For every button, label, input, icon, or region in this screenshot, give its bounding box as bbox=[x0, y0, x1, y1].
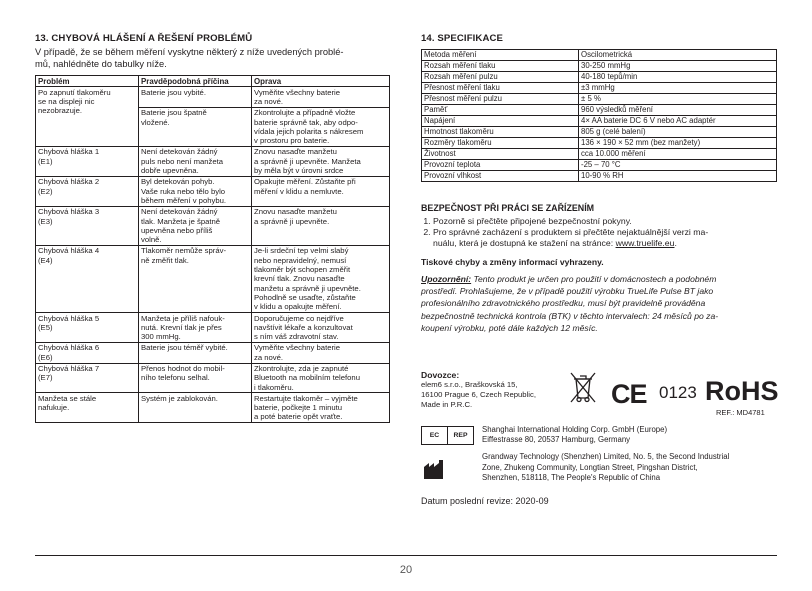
spec-row bbox=[422, 105, 777, 116]
revision-date: Datum poslední revize: 2020-09 bbox=[421, 496, 549, 506]
troubleshooting-table bbox=[35, 75, 390, 423]
fix-cell: Vyměňte všechny baterie za nové. bbox=[252, 87, 390, 108]
distributor-title: Dovozce: bbox=[421, 370, 460, 380]
spec-value: 960 výsledků měření bbox=[579, 105, 777, 116]
fix-cell: Zkontrolujte a případně vložte baterie správně tak, aby odpo- vídala jejich polarita s nákresem v prostoru pro baterie. bbox=[252, 107, 390, 146]
spec-value: 30-250 mmHg bbox=[579, 61, 777, 72]
table-row bbox=[36, 342, 390, 363]
fix-cell: Doporučujeme co nejdříve navštívit lékaře a konzultovat s ním váš zdravotní stav. bbox=[252, 313, 390, 343]
spec-value: 40-180 tepů/min bbox=[579, 72, 777, 83]
spec-key: Provozní vlhkost bbox=[422, 171, 579, 182]
spec-value: cca 10.000 měření bbox=[579, 149, 777, 160]
spec-key: Hmotnost tlakoměru bbox=[422, 127, 579, 138]
spec-key: Rozsah měření pulzu bbox=[422, 72, 579, 83]
table-row bbox=[36, 393, 390, 423]
spec-key: Napájení bbox=[422, 116, 579, 127]
spec-table bbox=[421, 49, 777, 182]
fix-cell: Restartujte tlakoměr – vyjměte baterie, počkejte 1 minutu a poté baterie opět vraťte. bbox=[252, 393, 390, 423]
troubleshooting-intro: V případě, že se během měření vyskytne některý z níže uvedených problé- mů, nahlédněte do tabulky níže. bbox=[35, 47, 344, 69]
spec-row bbox=[422, 138, 777, 149]
spec-key: Přesnost měření tlaku bbox=[422, 83, 579, 94]
problem-cell: Chybová hláška 7 (E7) bbox=[36, 363, 139, 393]
header-problem: Problém bbox=[36, 76, 139, 87]
warning-label: Upozornění: bbox=[421, 274, 472, 284]
troubleshooting-rows bbox=[36, 87, 390, 423]
spec-row bbox=[422, 61, 777, 72]
spec-row bbox=[422, 50, 777, 61]
cause-cell: Manžeta je příliš nafouk- nutá. Krevní tlak je přes 300 mmHg. bbox=[139, 313, 252, 343]
fix-cell: Znovu nasaďte manžetu a správně ji upevněte. bbox=[252, 206, 390, 245]
cause-cell: Tlakoměr nemůže správ- ně změřit tlak. bbox=[139, 245, 252, 312]
spec-row bbox=[422, 149, 777, 160]
header-fix: Oprava bbox=[252, 76, 390, 87]
warning-text: Upozornění: Tento produkt je určen pro použití v domácnostech a podobném prostředí. Prohlašujeme, že v případě použití výrobku TrueLife Pulse BT jako profesionálního zdravotnického prostředku, musí být pravidelně prováděna bezpečnostně technická kontrola (BTK) v těchto intervalech: 24 měsíců po za- koupení výrobku, poté dále každých 12 měsíc. bbox=[421, 274, 719, 333]
notified-body-number: 0123 bbox=[659, 383, 697, 402]
spec-row bbox=[422, 72, 777, 83]
spec-key: Paměť bbox=[422, 105, 579, 116]
page-number: 20 bbox=[399, 564, 413, 576]
fix-cell: Je-li srdeční tep velmi slabý nebo nepravidelný, nemusí tlakoměr být schopen změřit krevní tlak. Znovu nasaďte manžetu a správně ji upevněte. Pohodlně se usaďte, zůstaňte v klidu a opakujte měření. bbox=[252, 245, 390, 312]
spec-value: 136 × 190 × 52 mm (bez manžety) bbox=[579, 138, 777, 149]
spec-title: 14. SPECIFIKACE bbox=[421, 33, 504, 44]
spec-row bbox=[422, 83, 777, 94]
spec-value: -25 – 70 °C bbox=[579, 160, 777, 171]
spec-row bbox=[422, 94, 777, 105]
fix-cell: Opakujte měření. Zůstaňte při měření v klidu a nemluvte. bbox=[252, 176, 390, 206]
problem-cell: Po zapnutí tlakoměru se na displeji nic nezobrazuje. bbox=[36, 87, 139, 147]
table-row bbox=[36, 313, 390, 343]
spec-row bbox=[422, 171, 777, 182]
spec-key: Rozsah měření tlaku bbox=[422, 61, 579, 72]
specs-section bbox=[421, 33, 777, 334]
safety-list bbox=[421, 216, 777, 249]
spec-row bbox=[422, 116, 777, 127]
table-row bbox=[36, 87, 390, 108]
safety-section bbox=[421, 203, 777, 334]
manufacturer-icon bbox=[423, 459, 445, 480]
spec-key: Rozměry tlakoměru bbox=[422, 138, 579, 149]
spec-key: Přesnost měření pulzu bbox=[422, 94, 579, 105]
cause-cell: Byl detekován pohyb. Vaše ruka nebo tělo bylo během měření v pohybu. bbox=[139, 176, 252, 206]
troubleshooting-title: 13. CHYBOVÁ HLÁŠENÍ A ŘEŠENÍ PROBLÉMŮ bbox=[35, 33, 253, 44]
spec-value: 805 g (celé balení) bbox=[579, 127, 777, 138]
spec-key: Životnost bbox=[422, 149, 579, 160]
table-row bbox=[36, 363, 390, 393]
safety-item: 2. Pro správné zacházení s produktem si přečtěte nejaktuálnější verzi ma- nuálu, která je dostupná ke stažení na stránce: www.truelife.eu. bbox=[433, 227, 777, 249]
spec-key: Provozní teplota bbox=[422, 160, 579, 171]
manufacturer-address: Grandway Technology (Shenzhen) Limited, No. 5, the Second Industrial Zone, Zhukeng Community, Longtian Street, Pingshan District, Shenzhen, 518118, The People's Republic of China bbox=[482, 452, 730, 483]
spec-value: 4× AA baterie DC 6 V nebo AC adaptér bbox=[579, 116, 777, 127]
problem-cell: Chybová hláška 1 (E1) bbox=[36, 146, 139, 176]
troubleshooting-section bbox=[35, 33, 390, 423]
fix-cell: Znovu nasaďte manžetu a správně ji upevněte. Manžeta by měla být v úrovni srdce bbox=[252, 146, 390, 176]
ce-mark: CE bbox=[611, 379, 647, 409]
footer-divider bbox=[35, 555, 777, 556]
ec-rep-symbol: EC REP bbox=[421, 426, 474, 445]
spec-value: ±3 mmHg bbox=[579, 83, 777, 94]
errors-reserved: Tiskové chyby a změny informací vyhrazeny. bbox=[421, 257, 604, 267]
reference-number: REF.: MD4781 bbox=[716, 408, 765, 417]
table-header-row bbox=[36, 76, 390, 87]
problem-cell: Chybová hláška 2 (E2) bbox=[36, 176, 139, 206]
table-row bbox=[36, 146, 390, 176]
spec-row bbox=[422, 160, 777, 171]
weee-bin-icon bbox=[568, 371, 598, 404]
cause-cell: Systém je zablokován. bbox=[139, 393, 252, 423]
table-row bbox=[36, 206, 390, 245]
distributor-block: Dovozce: elem6 s.r.o., Braškovská 15, 16100 Prague 6, Czech Republic, Made in P.R.C. bbox=[421, 370, 581, 410]
problem-cell: Manžeta se stále nafukuje. bbox=[36, 393, 139, 423]
header-cause: Pravděpodobná příčina bbox=[139, 76, 252, 87]
cause-cell: Baterie jsou vybité. bbox=[139, 87, 252, 108]
eu-representative-address: Shanghai International Holding Corp. GmbH (Europe) Eiffestrasse 80, 20537 Hamburg, Germany bbox=[482, 425, 668, 444]
problem-cell: Chybová hláška 3 (E3) bbox=[36, 206, 139, 245]
spec-key: Metoda měření bbox=[422, 50, 579, 61]
cause-cell: Přenos hodnot do mobil- ního telefonu selhal. bbox=[139, 363, 252, 393]
cause-cell: Baterie jsou špatně vložené. bbox=[139, 107, 252, 146]
problem-cell: Chybová hláška 5 (E5) bbox=[36, 313, 139, 343]
website-link[interactable]: www.truelife.eu bbox=[615, 238, 675, 248]
spec-row bbox=[422, 127, 777, 138]
problem-cell: Chybová hláška 6 (E6) bbox=[36, 342, 139, 363]
safety-title: BEZPEČNOST PŘI PRÁCI SE ZAŘÍZENÍM bbox=[421, 203, 595, 213]
spec-value: 10-90 % RH bbox=[579, 171, 777, 182]
cause-cell: Baterie jsou téměř vybité. bbox=[139, 342, 252, 363]
table-row bbox=[36, 245, 390, 312]
fix-cell: Vyměňte všechny baterie za nové. bbox=[252, 342, 390, 363]
problem-cell: Chybová hláška 4 (E4) bbox=[36, 245, 139, 312]
fix-cell: Zkontrolujte, zda je zapnuté Bluetooth na mobilním telefonu i tlakoměru. bbox=[252, 363, 390, 393]
table-row bbox=[36, 176, 390, 206]
spec-value: ± 5 % bbox=[579, 94, 777, 105]
cause-cell: Není detekován žádný tlak. Manžeta je špatně upevněna nebo příliš volně. bbox=[139, 206, 252, 245]
cause-cell: Není detekován žádný puls nebo není manžeta dobře upevněna. bbox=[139, 146, 252, 176]
rohs-logo: RoHS bbox=[705, 376, 779, 406]
safety-item: 1. Pozorně si přečtěte připojené bezpečnostní pokyny. bbox=[433, 216, 777, 227]
spec-value: Oscilometrická bbox=[579, 50, 777, 61]
